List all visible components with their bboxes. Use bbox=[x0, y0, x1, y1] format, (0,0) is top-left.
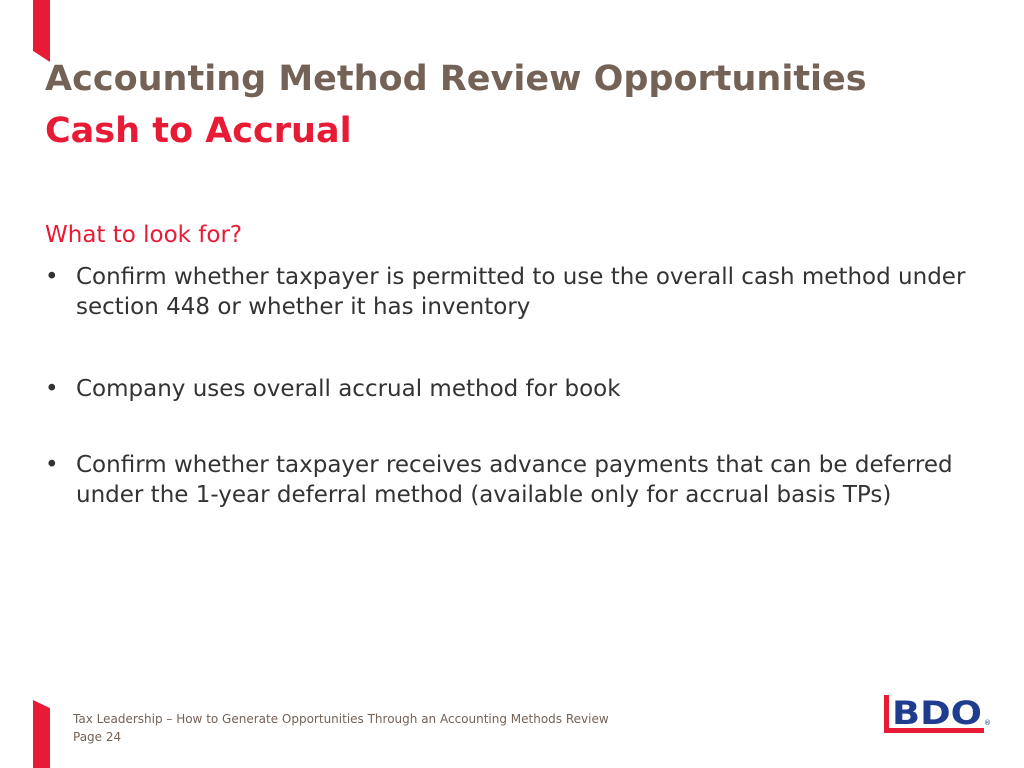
bullet-text: Confirm whether taxpayer is permitted to use the overall cash method under section 448 or whether it has inventory bbox=[76, 264, 966, 320]
slide-title: Accounting Method Review Opportunities bbox=[45, 59, 867, 99]
bullet-marker: • bbox=[45, 452, 59, 478]
footer bbox=[73, 710, 609, 746]
bottom-red-accent-bar bbox=[33, 700, 50, 768]
bullet-item bbox=[45, 262, 995, 322]
bdo-logo-text: BDO bbox=[892, 694, 982, 732]
page-number: Page 24 bbox=[73, 730, 122, 744]
bullet-text: Confirm whether taxpayer receives advance payments that can be deferred under the 1-year deferral method (available only for accrual basis TPs) bbox=[76, 452, 953, 508]
top-red-accent-bar bbox=[33, 0, 50, 62]
registered-mark: ® bbox=[984, 719, 991, 727]
bdo-logo bbox=[882, 692, 992, 736]
bullet-text: Company uses overall accrual method for book bbox=[76, 376, 621, 402]
bullet-item bbox=[45, 374, 995, 404]
bullet-marker: • bbox=[45, 264, 59, 290]
footer-caption: Tax Leadership – How to Generate Opportunities Through an Accounting Methods Review bbox=[73, 712, 609, 726]
bullet-list bbox=[45, 262, 995, 508]
slide-subtitle: Cash to Accrual bbox=[45, 111, 352, 151]
bullet-marker: • bbox=[45, 376, 59, 402]
section-heading: What to look for? bbox=[45, 222, 243, 248]
bullet-item bbox=[45, 450, 995, 510]
